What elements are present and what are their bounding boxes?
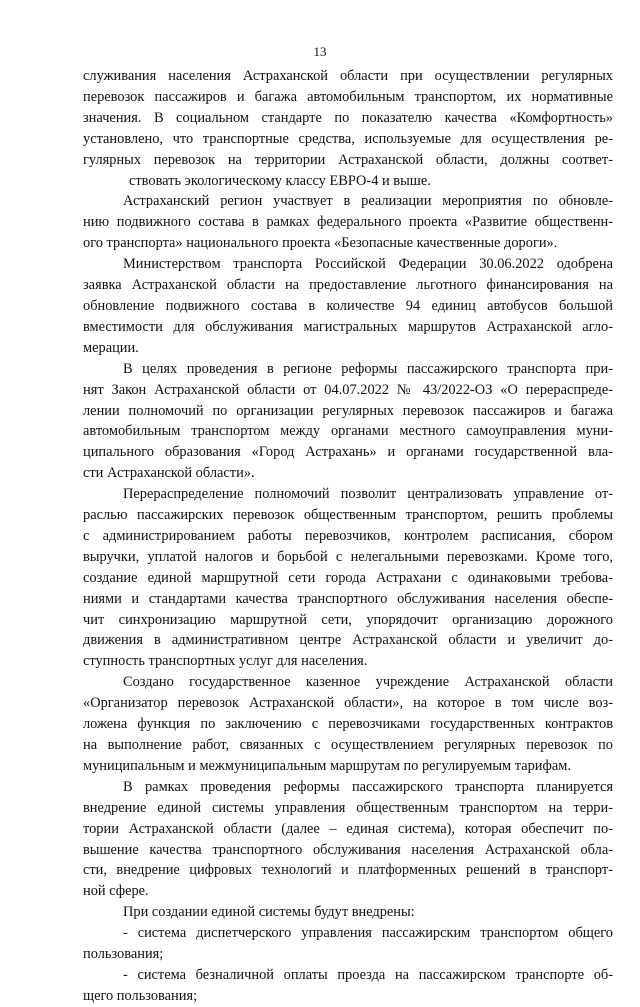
text-line: значения. В социальном стандарте по показателю качества «Комфортность» [83, 109, 613, 126]
text-line: пользования; [83, 946, 164, 963]
text-line: обновление подвижного состава в количестве 94 единиц автобусов большой [83, 297, 613, 314]
text-line: чит синхронизацию маршрутной сети, упорядочит организацию дорожного [83, 611, 613, 628]
body-text [83, 66, 613, 1007]
text-line: ципального образования «Город Астрахань» и органами государственной вла- [83, 444, 613, 461]
text-line: гулярных перевозок на территории Астраханской области, должны соответ- [83, 151, 613, 168]
text-line: ступность транспортных услуг для населения. [83, 653, 368, 670]
text-line: заявка Астраханской области на предоставление льготного финансирования на [83, 277, 613, 294]
text-line: Перераспределение полномочий позволит централизовать управление от- [123, 486, 613, 503]
text-line: Астраханский регион участвует в реализации мероприятия по обновле- [123, 193, 613, 210]
text-line: щего пользования; [83, 987, 198, 1004]
text-line: ниями и стандартами качества транспортного обслуживания населения обеспе- [83, 590, 613, 607]
text-line: нят Закон Астраханской области от 04.07.2022 № 43/2022-ОЗ «О перераспреде- [83, 381, 613, 398]
text-line: лении полномочий по организации регулярных перевозок пассажиров и багажа [83, 402, 613, 419]
text-line: «Организатор перевозок Астраханской области», на которое в том числе воз- [83, 695, 613, 712]
text-line: на выполнение работ, связанных с осуществлением регулярных перевозок по [83, 737, 613, 753]
text-line: ого транспорта» национального проекта «Безопасные качественные дороги». [83, 235, 558, 252]
text-line: нию подвижного состава в рамках федерального проекта «Развитие общественн- [83, 214, 613, 231]
text-line: Министерством транспорта Российской Федерации 30.06.2022 одобрена [123, 256, 613, 273]
text-line: перевозок пассажиров и багажа автомобильным транспортом, их нормативные [83, 88, 613, 105]
text-line: - система безналичной оплаты проезда на пассажирском транспорте об- [123, 966, 613, 983]
text-line: автомобильным транспортом между органами местного самоуправления муни- [83, 423, 613, 440]
text-line: мерации. [83, 339, 139, 356]
text-line: внедрение единой системы управления общественным транспортом на терри- [83, 799, 613, 816]
text-line: ной сфере. [83, 883, 149, 900]
text-line: В целях проведения в регионе реформы пассажирского транспорта при- [123, 360, 613, 377]
text-line: выручки, уплатой налогов и борьбой с нелегальными перевозками. Кроме того, [83, 548, 613, 565]
text-line: с администрированием работы перевозчиков, контролем расписания, сбором [83, 527, 613, 544]
text-line: Создано государственное казенное учреждение Астраханской области [123, 674, 613, 691]
text-line: - система диспетчерского управления пассажирским транспортом общего [123, 925, 613, 942]
text-line: движения в административном центре Астраханской области и увеличит до- [83, 632, 613, 649]
text-line: служивания населения Астраханской области при осуществлении регулярных [83, 68, 613, 84]
text-line: создание единой маршрутной сети города Астрахани с одинаковыми требова- [83, 569, 613, 586]
text-line: установлено, что транспортные средства, используемые для осуществления ре- [83, 130, 613, 147]
text-line: ложена функция по заключению с перевозчиками государственных контрактов [83, 716, 613, 733]
text-line: сти, внедрение цифровых технологий и платформенных решений в транспорт- [83, 862, 613, 879]
text-line: В рамках проведения реформы пассажирского транспорта планируется [123, 778, 613, 795]
text-line: ствовать экологическому классу ЕВРО-4 и выше. [129, 172, 431, 189]
text-line: муниципальным и межмуниципальным маршрутам по регулируемым тарифам. [83, 757, 571, 774]
text-line: При создании единой системы будут внедрены: [123, 904, 415, 921]
text-line: сти Астраханской области». [83, 465, 255, 482]
text-line: вместимости для обслуживания магистральных маршрутов Астраханской агло- [83, 318, 613, 335]
text-line: вышение качества транспортного обслуживания населения Астраханской обла- [83, 841, 613, 858]
page-number: 13 [313, 44, 327, 59]
text-line: тории Астраханской области (далее – единая система), которая обеспечит по- [83, 820, 613, 837]
text-line: раслью пассажирских перевозок общественным транспортом, решить проблемы [83, 507, 613, 524]
